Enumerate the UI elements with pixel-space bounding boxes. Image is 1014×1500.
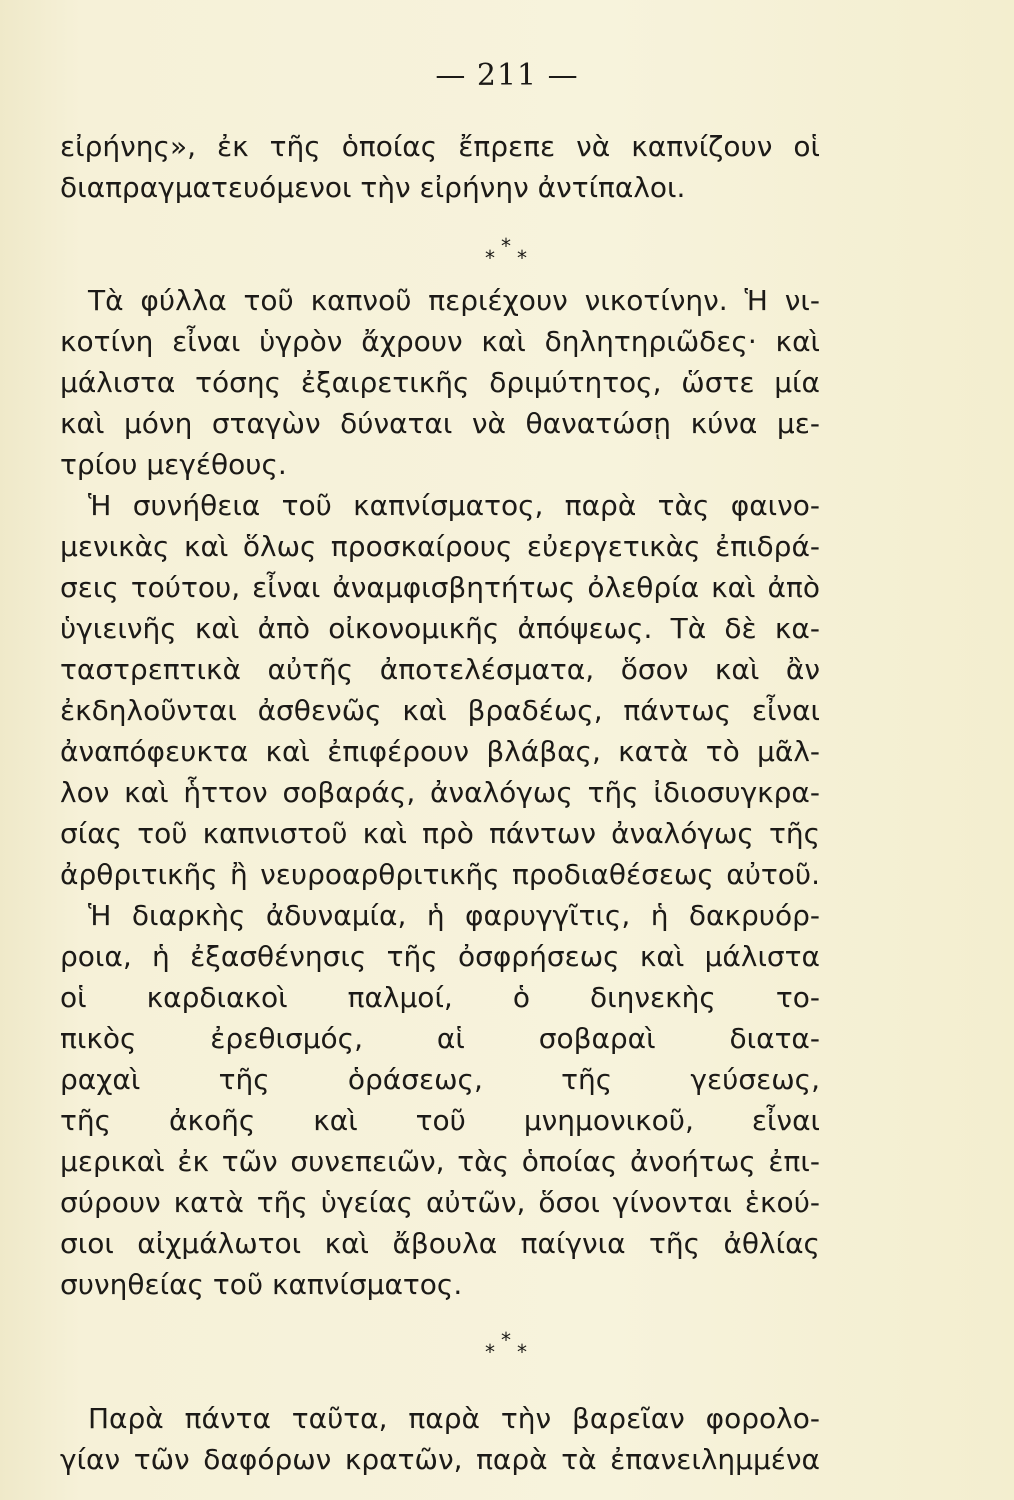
text-line: τρίου μεγέθους. (60, 448, 287, 481)
text-line: ἀναπόφευκτα καὶ ἐπιφέρουν βλάβας, κατὰ τὸ μᾶλ- (60, 735, 820, 768)
text-line: σιοι αἰχμάλωτοι καὶ ἄβουλα παίγνια τῆς ἀθλίας (60, 1227, 820, 1260)
asterisk: * (517, 1340, 527, 1364)
text-line: σίας τοῦ καπνιστοῦ καὶ πρὸ πάντων ἀναλόγως τῆς (60, 817, 820, 850)
text-line: πικὸς ἐρεθισμός, αἱ σοβαραὶ διατα- (60, 1022, 820, 1055)
paragraph-continuation (60, 126, 820, 208)
asterisk: * (501, 234, 511, 258)
text-line: οἱ καρδιακοὶ παλμοί, ὁ διηνεκὴς το- (60, 981, 820, 1014)
asterisk: * (501, 1328, 511, 1352)
text-line: μάλιστα τόσης ἐξαιρετικῆς δριμύτητος, ὥστε μία (60, 366, 820, 399)
text-line: γίαν τῶν δαφόρων κρατῶν, παρὰ τὰ ἐπανειλημμένα (60, 1443, 820, 1476)
text-line: σύρουν κατὰ τῆς ὑγείας αὐτῶν, ὅσοι γίνονται ἑκού- (60, 1186, 820, 1219)
text-line: Παρὰ πάντα ταῦτα, παρὰ τὴν βαρεῖαν φορολο- (88, 1402, 820, 1435)
asterisk: * (517, 246, 527, 270)
section-separator (0, 236, 1014, 269)
text-line: Τὰ φύλλα τοῦ καπνοῦ περιέχουν νικοτίνην. Ἡ νι- (88, 284, 820, 317)
paragraph-start (60, 1398, 820, 1480)
text-line: Ἡ συνήθεια τοῦ καπνίσματος, παρὰ τὰς φαινο- (88, 489, 820, 522)
section-separator (0, 1330, 1014, 1363)
text-line: ἐκδηλοῦνται ἀσθενῶς καὶ βραδέως, πάντως εἶναι (60, 694, 820, 727)
text-line: καὶ μόνη σταγὼν δύναται νὰ θανατώσῃ κύνα με- (60, 407, 820, 440)
text-line: τῆς ἀκοῆς καὶ τοῦ μνημονικοῦ, εἶναι (60, 1104, 820, 1137)
text-line: λον καὶ ἧττον σοβαράς, ἀναλόγως τῆς ἰδιοσυγκρα- (60, 776, 820, 809)
text-line: διαπραγματευόμενοι τὴν εἰρήνην ἀντίπαλοι. (60, 171, 686, 204)
text-line: Ἡ διαρκὴς ἀδυναμία, ἡ φαρυγγῖτις, ἡ δακρυόρ- (88, 899, 820, 932)
page-number: — 211 — (435, 58, 579, 93)
text-line: συνηθείας τοῦ καπνίσματος. (60, 1268, 463, 1301)
text-line: ραχαὶ τῆς ὁράσεως, τῆς γεύσεως, (60, 1063, 820, 1096)
text-line: ταστρεπτικὰ αὐτῆς ἀποτελέσματα, ὅσον καὶ ἂν (60, 653, 820, 686)
text-line: εἰρήνης», ἐκ τῆς ὁποίας ἔπρεπε νὰ καπνίζουν οἱ (60, 130, 820, 163)
text-line: σεις τούτου, εἶναι ἀναμφισβητήτως ὀλεθρία καὶ ἀπὸ (60, 571, 820, 604)
main-text (60, 280, 820, 1305)
asterisk: * (485, 246, 495, 270)
text-line: μενικὰς καὶ ὅλως προσκαίρους εὐεργετικὰς ἐπιδρά- (60, 530, 820, 563)
text-line: κοτίνη εἶναι ὑγρὸν ἄχρουν καὶ δηλητηριῶδες· καὶ (60, 325, 820, 358)
text-line: ἀρθριτικῆς ἢ νευροαρθριτικῆς προδιαθέσεως αὐτοῦ. (60, 858, 820, 891)
text-line: μερικαὶ ἐκ τῶν συνεπειῶν, τὰς ὁποίας ἀνοήτως ἐπι- (60, 1145, 820, 1178)
text-line: ροια, ἡ ἐξασθένησις τῆς ὀσφρήσεως καὶ μάλιστα (60, 940, 820, 973)
text-line: ὑγιεινῆς καὶ ἀπὸ οἰκονομικῆς ἀπόψεως. Τὰ δὲ κα- (60, 612, 820, 645)
asterisk: * (485, 1340, 495, 1364)
